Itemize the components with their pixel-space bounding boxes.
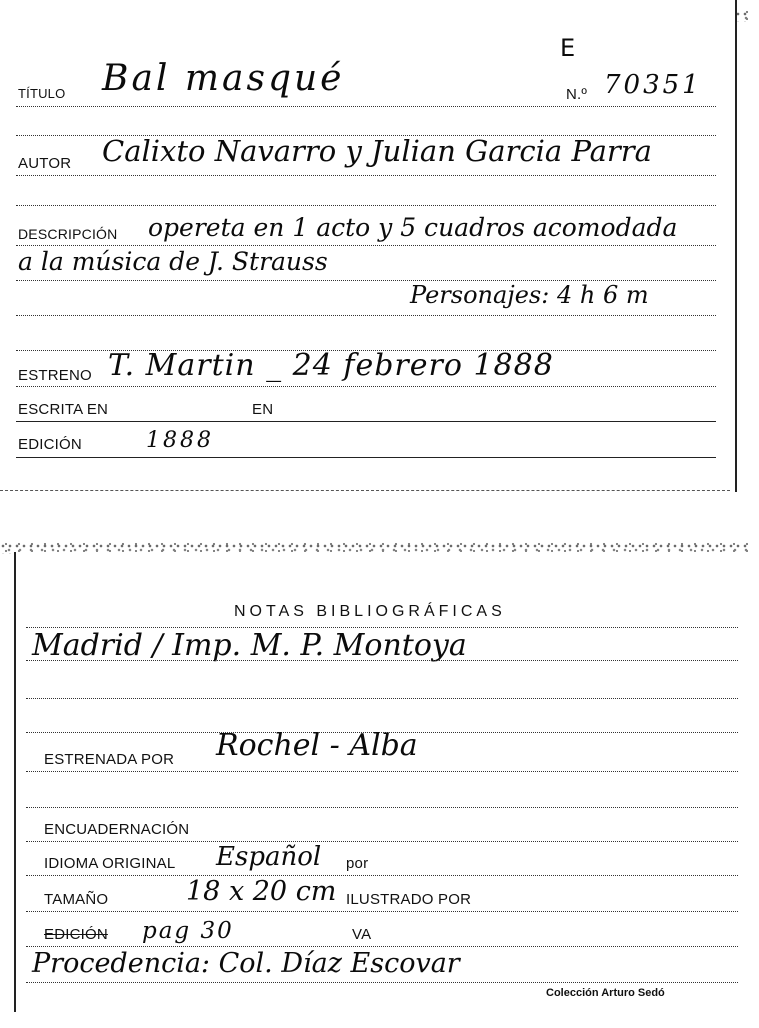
edicion-value: 1888	[146, 428, 214, 453]
tamano-value: 18 x 20 cm	[186, 876, 337, 907]
escrita-en-label: ESCRITA EN	[18, 401, 109, 418]
descripcion-line1: opereta en 1 acto y 5 cuadros acomodada	[148, 213, 678, 242]
collection-footer: Colección Arturo Sedó	[546, 987, 665, 999]
autor-rule	[16, 175, 716, 176]
idioma-value: Español	[216, 842, 322, 872]
procedencia-rule	[26, 982, 738, 983]
descripcion-label: DESCRIPCIÓN	[18, 226, 118, 242]
estreno-rule	[16, 386, 716, 387]
notas-rule-2	[26, 698, 738, 699]
catalog-card-front	[0, 0, 737, 492]
estreno-value: T. Martin _ 24 febrero 1888	[108, 348, 554, 383]
edicion-back-label: EDICIÓN	[44, 926, 108, 943]
blank-rule-2	[16, 205, 716, 206]
top-mark: E	[560, 34, 576, 62]
notas-rule-1	[26, 660, 738, 661]
notas-rule-4	[26, 807, 738, 808]
titulo-rule	[16, 106, 716, 107]
tamano-rule	[26, 911, 738, 912]
va-label: VA	[352, 926, 372, 943]
descripcion-line3: Personajes: 4 h 6 m	[410, 281, 649, 309]
numero-label: N.º	[566, 86, 588, 103]
titulo-label: TÍTULO	[18, 86, 66, 101]
notas-heading: NOTAS BIBLIOGRÁFICAS	[234, 603, 506, 620]
descripcion-rule-1	[16, 245, 716, 246]
autor-label: AUTOR	[18, 155, 72, 172]
notas-line1: Madrid / Imp. M. P. Montoya	[32, 628, 467, 663]
edicion-rule	[16, 457, 716, 458]
edicion-back-value: pag 30	[142, 918, 234, 944]
descripcion-line2: a la música de J. Strauss	[18, 247, 328, 276]
estrenada-rule	[26, 771, 738, 772]
edicion-back-rule	[26, 946, 738, 947]
catalog-card-back	[14, 552, 748, 1012]
escrita-en-rule	[16, 421, 716, 422]
ilustrado-por-label: ILUSTRADO POR	[346, 891, 472, 908]
estrenada-por-label: ESTRENADA POR	[44, 751, 175, 768]
encuadernacion-rule	[26, 841, 738, 842]
descripcion-rule-3	[16, 315, 716, 316]
autor-value: Calixto Navarro y Julian Garcia Parra	[102, 134, 652, 168]
card1-bottom-edge	[0, 490, 730, 491]
edicion-label: EDICIÓN	[18, 436, 82, 453]
procedencia: Procedencia: Col. Díaz Escovar	[32, 948, 460, 979]
numero-value: 70351	[604, 70, 702, 100]
idioma-por-label: por	[346, 855, 369, 872]
estreno-label: ESTRENO	[18, 367, 92, 384]
titulo-value: Bal masqué	[102, 58, 345, 99]
encuadernacion-label: ENCUADERNACIÓN	[44, 821, 190, 838]
idioma-label: IDIOMA ORIGINAL	[44, 855, 176, 872]
tamano-label: TAMAÑO	[44, 891, 109, 908]
idioma-rule	[26, 875, 738, 876]
estrenada-por-value: Rochel - Alba	[216, 728, 418, 763]
escrita-en-en-label: EN	[252, 401, 274, 418]
